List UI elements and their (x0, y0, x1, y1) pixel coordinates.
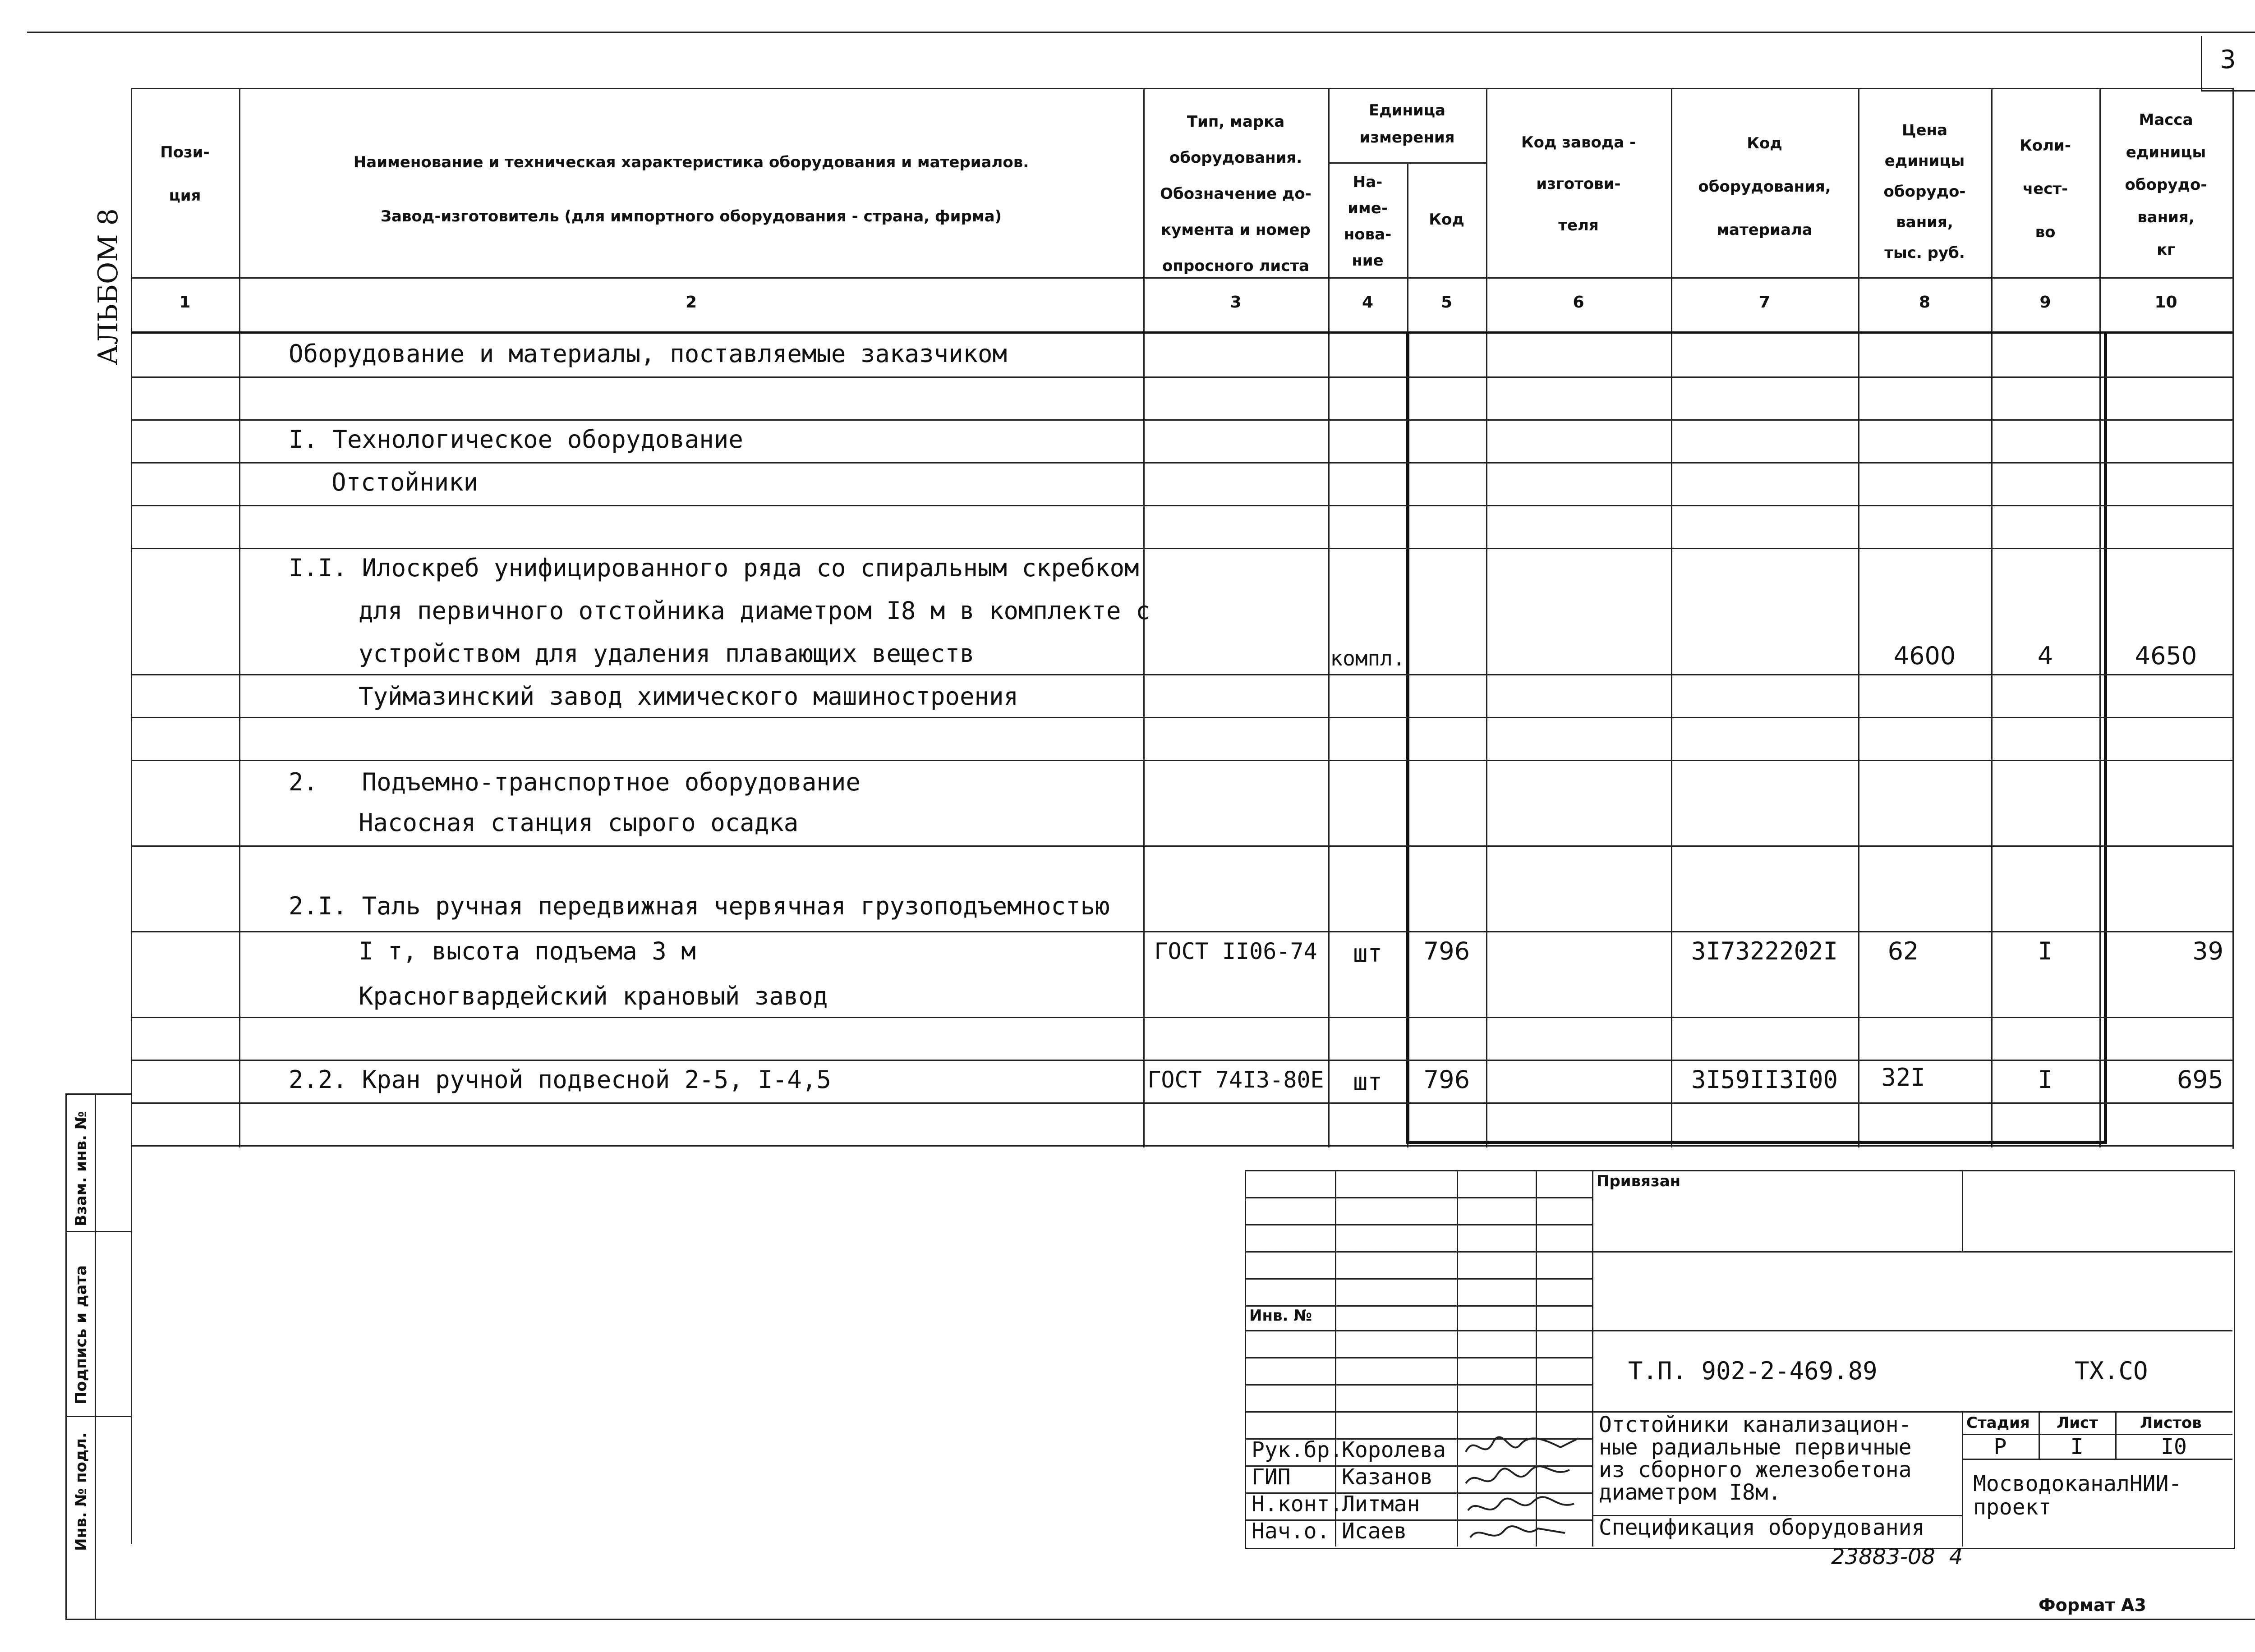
sig-role: ГИП (1252, 1464, 1291, 1490)
table-row: 2.2. Кран ручной подвесной 2-5, I-4,5 (289, 1065, 831, 1094)
tb-row (1245, 1251, 2232, 1253)
sig-name: Литман (1342, 1491, 1420, 1517)
table-row: I.I. Илоскреб унифицированного ряда со спиральным скребком (289, 554, 1139, 582)
page-number: 3 (2220, 45, 2236, 74)
header-col9: Коли- чест- во (2020, 137, 2071, 241)
header-col2: Наименование и техническая характеристика оборудования и материалов. Завод-изготовитель (для импортного оборудования - страна, фирма) (353, 153, 1029, 225)
colnum-1: 1 (179, 293, 191, 312)
table-row: для первичного отстойника диаметром I8 м в комплекте с (359, 597, 1151, 625)
table-row: Красногвардейский крановый завод (359, 982, 828, 1010)
header-col8: Цена единицы оборудо- вания, тыс. руб. (1883, 121, 1966, 262)
price-cell: 62 (1887, 937, 1919, 965)
qty-cell: I (2038, 937, 2053, 965)
side-stamp-line (65, 1416, 131, 1417)
price-cell: 4600 (1893, 642, 1956, 670)
table-row: I т, высота подъема 3 м (359, 937, 696, 965)
stamp-label: Подпись и дата (72, 1265, 90, 1404)
table-row: Оборудование и материалы, поставляемые заказчиком (289, 340, 1008, 368)
tb-line (1962, 1170, 1963, 1251)
row-line (131, 931, 2232, 932)
tb-row (1245, 1224, 1592, 1225)
colnum-2: 2 (685, 293, 697, 312)
equip-code-cell: 3I7322202I (1691, 937, 1838, 965)
colnum-3: 3 (1230, 293, 1242, 312)
side-stamp-divider (95, 1093, 96, 1619)
sig-name: Королева (1342, 1437, 1446, 1463)
row-line (131, 462, 2232, 463)
code-cell: 796 (1423, 1065, 1470, 1094)
stamp-label: Взам. инв. № (72, 1111, 90, 1226)
sheet-title: Спецификация оборудования (1599, 1515, 1925, 1540)
row-line (131, 1102, 2232, 1104)
colnum-9: 9 (2039, 293, 2051, 312)
archive-number: 23883-08 4 (1831, 1544, 1963, 1569)
colnum-bottom (131, 331, 2232, 334)
album-label: АЛЬБОМ 8 (92, 208, 124, 365)
header-col10: Масса единицы оборудо- вания, кг (2125, 111, 2207, 259)
qty-cell: 4 (2037, 642, 2053, 670)
table-row: Туймазинский завод химического машиностроения (359, 682, 1018, 711)
table-row: 2.I. Таль ручная передвижная червячная грузоподъемностью (289, 892, 1110, 920)
unit-cell: шт (1353, 1068, 1383, 1096)
sig-role: Н.конт. (1252, 1491, 1343, 1517)
sheet-label: Лист (2057, 1414, 2098, 1432)
top-rule (27, 32, 2255, 33)
frame-bottom (65, 1619, 2255, 1620)
unit-group-line (1328, 162, 1486, 164)
header-unit-group: Единица измерения (1359, 101, 1455, 147)
tb-row (1245, 1330, 2232, 1331)
header-col6: Код завода - изготови- теля (1521, 133, 1636, 234)
sheet-value: I (2070, 1434, 2084, 1459)
tb-row (1245, 1357, 1592, 1358)
sig-role: Рук.бр. (1252, 1437, 1343, 1463)
header-col1: Пози- ция (160, 143, 210, 205)
colnum-7: 7 (1758, 293, 1771, 312)
side-stamp-line (65, 1231, 131, 1232)
row-line (131, 505, 2232, 506)
colnum-10: 10 (2154, 293, 2177, 312)
row-line (131, 760, 2232, 761)
table-row: I. Технологическое оборудование (289, 425, 743, 454)
colnum-4: 4 (1362, 293, 1374, 312)
sheets-label: Листов (2140, 1414, 2202, 1432)
colnum-6: 6 (1573, 293, 1584, 312)
col-line (239, 88, 240, 1147)
unit-cell: шт (1353, 939, 1383, 968)
table-row: устройством для удаления плавающих веществ (359, 639, 975, 668)
sig-name: Казанов (1342, 1464, 1433, 1490)
inv-no-label: Инв. № (1249, 1307, 1312, 1325)
type-cell: ГОСТ 74I3-80Е (1147, 1067, 1324, 1093)
table-row: Насосная станция сырого осадка (359, 808, 799, 837)
handwritten-signatures (1461, 1425, 1597, 1546)
qty-cell: I (2038, 1065, 2053, 1094)
row-line (131, 1017, 2232, 1018)
row-line (131, 717, 2232, 718)
doc-code: Т.П. 902-2-469.89 (1628, 1357, 1878, 1385)
description: Отстойники канализацион- ные радиальные первичные из сборного железобетона диаметром I8м. (1599, 1412, 1912, 1505)
sheets-value: I0 (2161, 1434, 2187, 1459)
header-col7: Код оборудования, материала (1698, 134, 1831, 239)
mass-cell: 4650 (2135, 642, 2197, 670)
stamp-label: Инв. № подл. (72, 1432, 90, 1551)
organization: МосводоканалНИИ- проект (1973, 1471, 2182, 1520)
code-cell: 796 (1423, 937, 1470, 965)
price-cell: 32I (1881, 1063, 1925, 1092)
tb-row (1245, 1278, 1592, 1280)
privyazan-label: Привязан (1597, 1172, 1681, 1190)
type-cell: ГОСТ II06-74 (1154, 938, 1317, 964)
table-row: 2. Подъемно-транспортное оборудование (289, 768, 861, 796)
tb-row (1245, 1197, 1592, 1198)
row-line (131, 1145, 2232, 1147)
sig-role: Нач.о. (1252, 1519, 1330, 1544)
format-label: Формат А3 (2039, 1595, 2146, 1615)
row-line (131, 845, 2232, 847)
header-col3: Тип, марка оборудования. Обозначение до- кумента и номер опросного листа (1160, 113, 1312, 275)
header-col5: Код (1429, 211, 1464, 229)
tb-row (1245, 1384, 1592, 1386)
colnum-5: 5 (1440, 293, 1453, 312)
thick-box (1406, 334, 2107, 1144)
table-row: Отстойники (331, 468, 479, 496)
row-line (131, 1060, 2232, 1061)
row-line (131, 548, 2232, 549)
mass-cell: 695 (2177, 1065, 2223, 1094)
row-line (131, 419, 2232, 421)
mass-cell: 39 (2192, 937, 2223, 965)
row-line (131, 376, 2232, 378)
sig-name: Исаев (1342, 1519, 1407, 1544)
tb-line (1962, 1411, 1963, 1546)
stage-label: Стадия (1966, 1414, 2030, 1432)
header-col4: На- име- нова- ние (1344, 173, 1392, 270)
unit-cell: компл. (1330, 646, 1405, 670)
stage-value: Р (1993, 1434, 2007, 1459)
doc-mark: ТХ.СО (2075, 1357, 2148, 1385)
equip-code-cell: 3I59II3I00 (1691, 1065, 1838, 1094)
colnum-8: 8 (1919, 293, 1931, 312)
row-line (131, 674, 2232, 675)
